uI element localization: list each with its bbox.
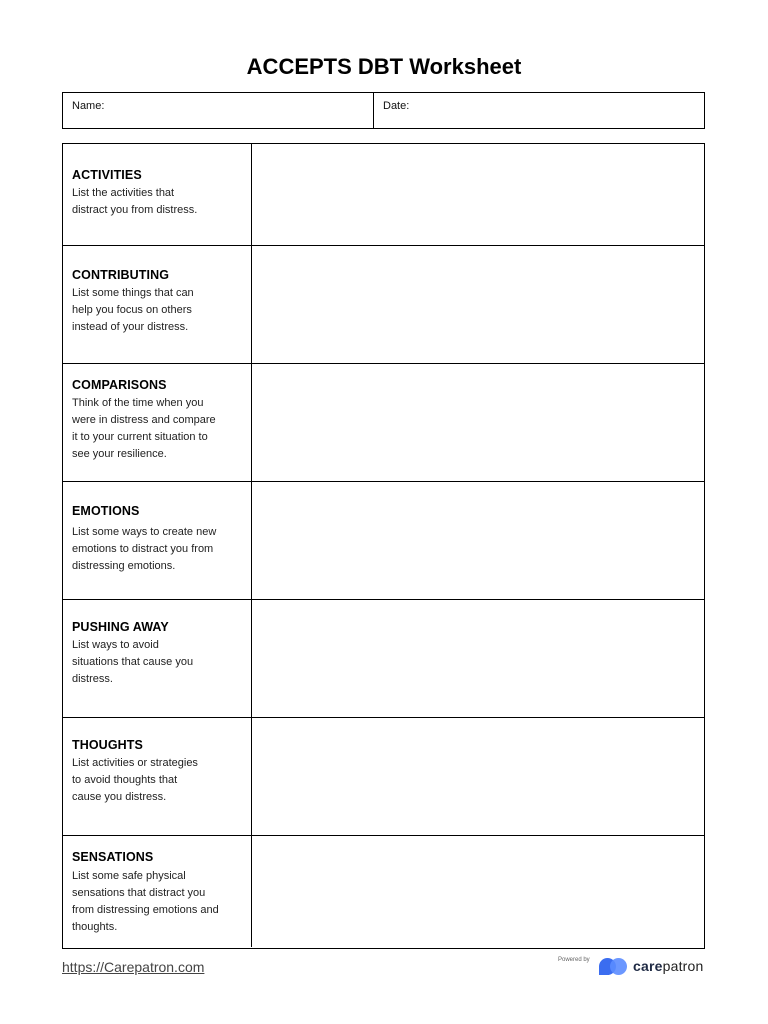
- answer-field-contributing[interactable]: [252, 246, 704, 363]
- date-field[interactable]: [374, 93, 704, 128]
- row-description: List activities or strategies to avoid thoughts that cause you distress.: [72, 757, 198, 803]
- answer-field-emotions[interactable]: [252, 482, 704, 599]
- row-label-cell: [63, 246, 252, 363]
- answer-field-comparisons[interactable]: [252, 364, 704, 481]
- row-sensations: [63, 836, 704, 947]
- row-title: COMPARISONS: [72, 378, 167, 392]
- row-title: THOUGHTS: [72, 738, 143, 752]
- row-title: ACTIVITIES: [72, 168, 142, 182]
- name-field[interactable]: [63, 93, 374, 128]
- row-contributing: [63, 246, 704, 364]
- row-description: List some safe physical sensations that distract you from distressing emotions and thoughts.: [72, 870, 219, 933]
- row-label-cell: [63, 600, 252, 717]
- row-emotions: [63, 482, 704, 600]
- powered-by-label: Powered by: [558, 957, 590, 963]
- carepatron-link[interactable]: https://Carepatron.com: [62, 959, 205, 975]
- carepatron-logo-icon: [599, 955, 629, 977]
- brand-name: [633, 958, 704, 974]
- row-description: Think of the time when you were in distress and compare it to your current situation to see your resilience.: [72, 397, 216, 460]
- row-description: List ways to avoid situations that cause you distress.: [72, 639, 194, 685]
- carepatron-logo: [599, 955, 704, 977]
- brand-name-bold: care: [633, 958, 663, 974]
- row-label-cell: [63, 482, 252, 599]
- row-title: CONTRIBUTING: [72, 268, 170, 282]
- row-label-cell: [63, 718, 252, 835]
- answer-field-thoughts[interactable]: [252, 718, 704, 835]
- answer-field-activities[interactable]: [252, 144, 704, 245]
- row-description: List some ways to create new emotions to distract you from distressing emotions.: [72, 526, 217, 572]
- name-label: Name:: [72, 100, 105, 112]
- row-label-cell: [63, 364, 252, 481]
- worksheet-table: [62, 143, 705, 949]
- row-description: List some things that can help you focus on others instead of your distress.: [72, 287, 194, 333]
- row-comparisons: [63, 364, 704, 482]
- header-table: [62, 92, 705, 129]
- row-title: EMOTIONS: [72, 504, 140, 518]
- row-activities: [63, 144, 704, 246]
- row-pushing-away: [63, 600, 704, 718]
- page-title: ACCEPTS DBT Worksheet: [246, 54, 522, 79]
- row-title: PUSHING AWAY: [72, 620, 169, 634]
- answer-field-sensations[interactable]: [252, 836, 704, 947]
- row-description: List the activities that distract you from distress.: [72, 187, 198, 216]
- brand-name-rest: patron: [662, 958, 704, 974]
- row-thoughts: [63, 718, 704, 836]
- answer-field-pushing-away[interactable]: [252, 600, 704, 717]
- date-label: Date:: [383, 100, 410, 112]
- row-label-cell: [63, 836, 252, 947]
- row-label-cell: [63, 144, 252, 245]
- row-title: SENSATIONS: [72, 850, 154, 864]
